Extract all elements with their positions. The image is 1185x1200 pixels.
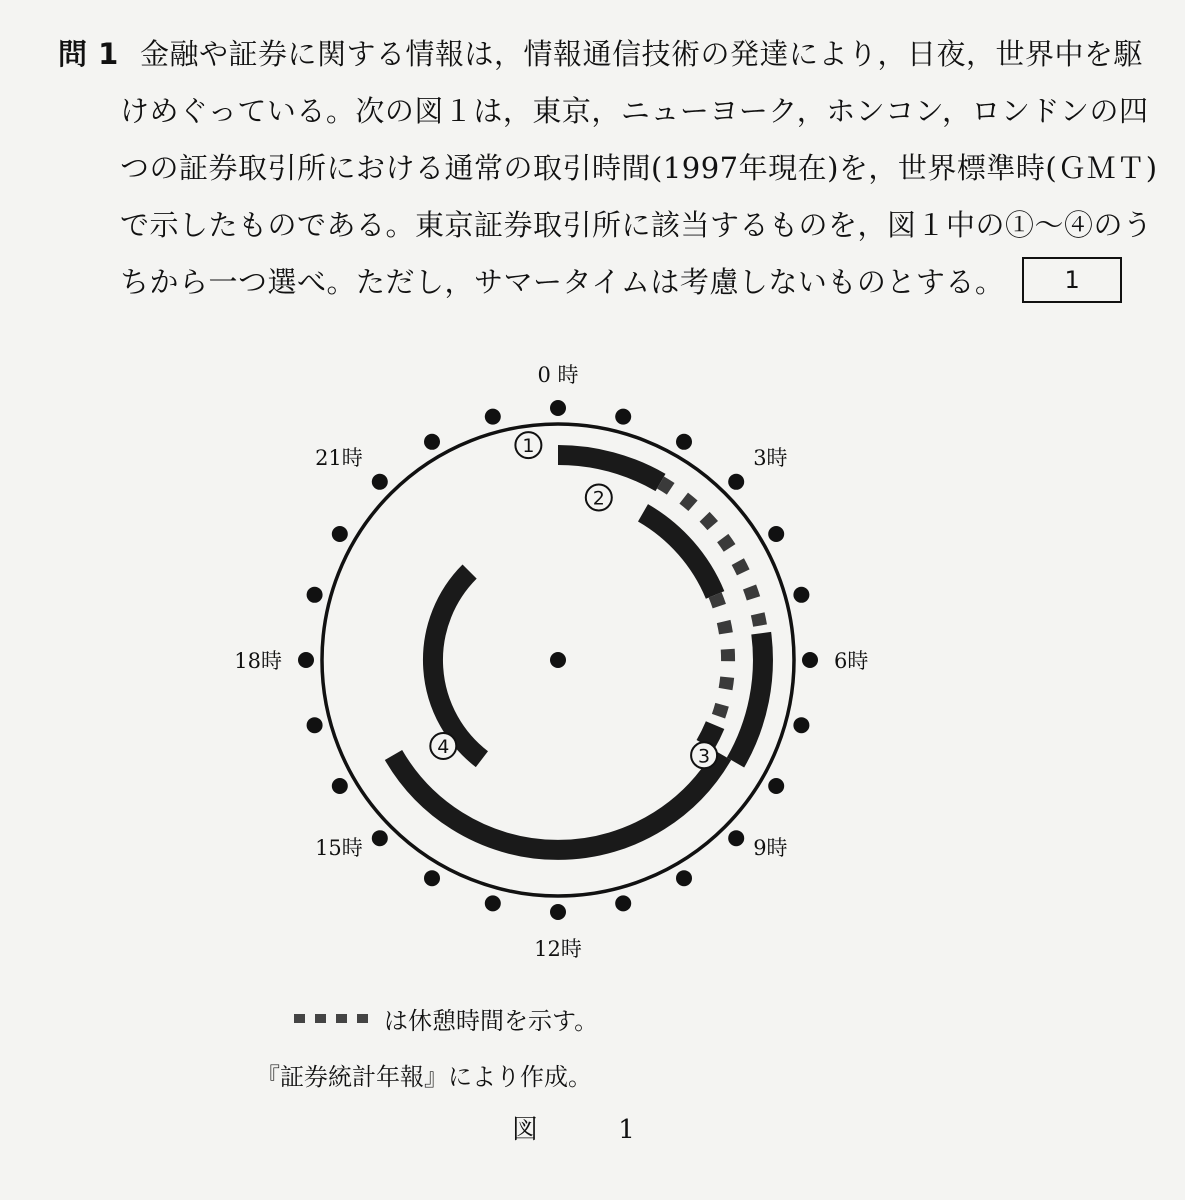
legend-text: は休憩時間を示す。 bbox=[384, 1007, 599, 1035]
hour-dot bbox=[615, 409, 631, 425]
figure-caption: 図 1 bbox=[512, 1115, 671, 1145]
hour-dot bbox=[372, 474, 388, 490]
trading-arc bbox=[736, 633, 763, 762]
clock-center bbox=[550, 652, 566, 668]
hour-dot bbox=[768, 526, 784, 542]
question-text-5: ちから一つ選べ。ただし，サマータイムは考慮しないものとする。 bbox=[120, 265, 1005, 299]
hour-dot bbox=[307, 587, 323, 603]
question-line-4: で示したものである。東京証券取引所に該当するものを，図１中の①～④のう bbox=[120, 208, 1153, 242]
hour-dot bbox=[332, 526, 348, 542]
break-swatch bbox=[294, 1014, 305, 1023]
hour-label-3: 3時 bbox=[753, 445, 788, 470]
trading-arc bbox=[558, 455, 661, 483]
hour-dot bbox=[550, 904, 566, 920]
answer-box[interactable]: 1 bbox=[1022, 257, 1122, 303]
hour-dot bbox=[424, 434, 440, 450]
break-swatch bbox=[336, 1014, 347, 1023]
source-note: 『証券統計年報』により作成。 bbox=[256, 1063, 592, 1091]
question-line-2: けめぐっている。次の図１は，東京，ニューヨーク，ホンコン，ロンドンの四 bbox=[120, 94, 1149, 128]
hour-dot bbox=[676, 434, 692, 450]
question-line-3: つの証券取引所における通常の取引時間(1997年現在)を，世界標準時(ＧＭＴ) bbox=[120, 151, 1158, 185]
hour-label-15: 15時 bbox=[315, 836, 363, 861]
question-text-1: 金融や証券に関する情報は，情報通信技術の発達により，日夜，世界中を駆 bbox=[140, 37, 1144, 71]
break-arc bbox=[715, 595, 728, 725]
break-swatch bbox=[315, 1014, 326, 1023]
hour-dot bbox=[307, 717, 323, 733]
break-swatches bbox=[294, 1014, 368, 1023]
hour-dot bbox=[332, 778, 348, 794]
hour-dot bbox=[485, 895, 501, 911]
break-swatch bbox=[357, 1014, 368, 1023]
hour-dot bbox=[550, 400, 566, 416]
hour-label-0: 0 時 bbox=[537, 363, 579, 387]
series-label-3 bbox=[691, 742, 717, 768]
hour-dot bbox=[802, 652, 818, 668]
trading-arc bbox=[433, 572, 482, 760]
hour-label-9: 9時 bbox=[753, 836, 788, 861]
hour-dot bbox=[424, 870, 440, 886]
legend bbox=[294, 1001, 598, 1036]
series-label-1 bbox=[515, 432, 541, 458]
series-label-2 bbox=[586, 485, 612, 511]
break-arc bbox=[661, 483, 762, 634]
series-labels bbox=[430, 432, 717, 768]
svg-text:3: 3 bbox=[698, 745, 711, 768]
hour-dot bbox=[793, 587, 809, 603]
hour-dot bbox=[372, 830, 388, 846]
hour-label-21: 21時 bbox=[315, 445, 363, 470]
hour-label-6: 6時 bbox=[834, 649, 869, 673]
hour-dot bbox=[485, 409, 501, 425]
hour-label-18: 18時 bbox=[234, 649, 282, 673]
svg-text:4: 4 bbox=[437, 736, 450, 758]
hour-dot bbox=[298, 652, 314, 668]
hour-label-12: 12時 bbox=[534, 937, 582, 961]
question-number: 問 1 bbox=[58, 37, 119, 71]
hour-dot bbox=[768, 778, 784, 794]
hour-dot bbox=[728, 474, 744, 490]
series-label-4 bbox=[430, 733, 456, 759]
trading-arcs bbox=[394, 455, 763, 850]
hour-dot bbox=[615, 895, 631, 911]
hour-dot bbox=[676, 870, 692, 886]
hour-dot bbox=[793, 717, 809, 733]
svg-text:1: 1 bbox=[522, 435, 535, 458]
svg-text:2: 2 bbox=[592, 487, 605, 510]
hour-dot bbox=[728, 830, 744, 846]
trading-arc bbox=[394, 755, 723, 850]
